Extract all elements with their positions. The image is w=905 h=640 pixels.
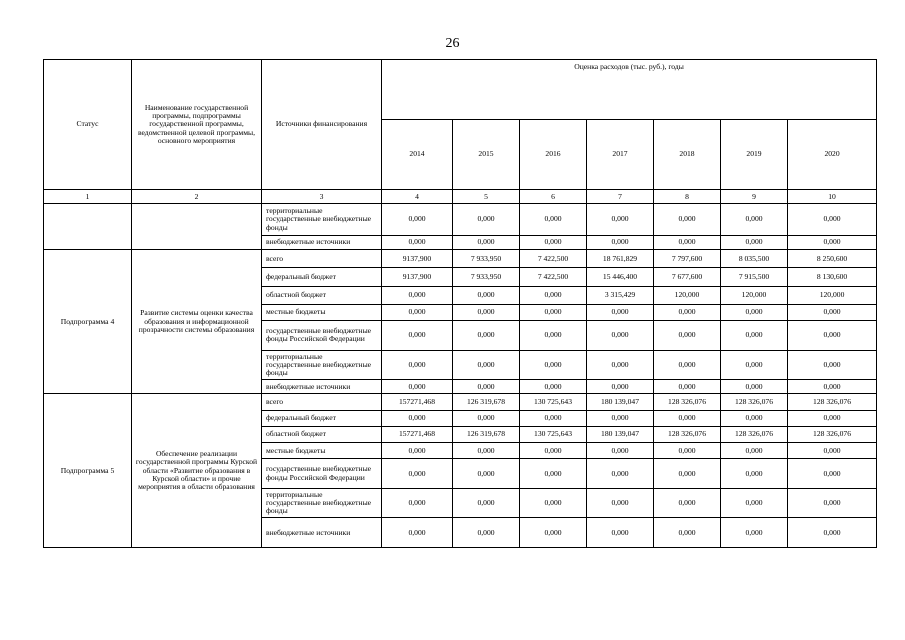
value-cell: 0,000 <box>382 488 453 517</box>
value-cell: 0,000 <box>788 459 877 488</box>
column-number: 10 <box>788 190 877 204</box>
value-cell: 0,000 <box>721 204 788 236</box>
value-cell: 0,000 <box>382 459 453 488</box>
source-cell: государственные внебюджетные фонды Российской Федерации <box>262 321 382 350</box>
value-cell: 0,000 <box>587 380 654 394</box>
value-cell: 0,000 <box>453 304 520 320</box>
header-year: 2020 <box>788 119 877 189</box>
value-cell: 128 326,076 <box>654 394 721 410</box>
value-cell: 0,000 <box>721 350 788 379</box>
value-cell: 0,000 <box>382 380 453 394</box>
value-cell: 0,000 <box>520 410 587 426</box>
value-cell: 0,000 <box>587 518 654 548</box>
source-cell: внебюджетные источники <box>262 518 382 548</box>
header-expenses: Оценка расходов (тыс. руб.), годы <box>382 60 877 120</box>
value-cell: 0,000 <box>382 235 453 249</box>
status-cell: Подпрограмма 5 <box>44 394 132 548</box>
value-cell: 120,000 <box>788 286 877 304</box>
column-number: 7 <box>587 190 654 204</box>
header-name: Наименование государственной программы, подпрограммы государственной программы, ведомственной целевой программы, основного мероприятия <box>132 60 262 190</box>
value-cell: 0,000 <box>453 235 520 249</box>
value-cell: 0,000 <box>721 321 788 350</box>
value-cell: 0,000 <box>520 304 587 320</box>
value-cell: 128 326,076 <box>788 426 877 442</box>
value-cell: 128 326,076 <box>788 394 877 410</box>
status-cell <box>44 204 132 250</box>
column-number: 4 <box>382 190 453 204</box>
value-cell: 0,000 <box>453 410 520 426</box>
table-row <box>44 204 877 236</box>
value-cell: 7 915,500 <box>721 268 788 286</box>
value-cell: 0,000 <box>654 488 721 517</box>
column-number: 2 <box>132 190 262 204</box>
value-cell: 3 315,429 <box>587 286 654 304</box>
value-cell: 157271,468 <box>382 426 453 442</box>
value-cell: 9137,900 <box>382 268 453 286</box>
value-cell: 0,000 <box>654 518 721 548</box>
value-cell: 0,000 <box>788 410 877 426</box>
value-cell: 0,000 <box>654 380 721 394</box>
value-cell: 9137,900 <box>382 250 453 268</box>
budget-table <box>43 59 877 548</box>
source-cell: федеральный бюджет <box>262 268 382 286</box>
source-cell: всего <box>262 394 382 410</box>
value-cell: 0,000 <box>721 410 788 426</box>
value-cell: 0,000 <box>721 304 788 320</box>
value-cell: 0,000 <box>788 518 877 548</box>
column-number: 9 <box>721 190 788 204</box>
source-cell: местные бюджеты <box>262 443 382 459</box>
column-number: 6 <box>520 190 587 204</box>
value-cell: 0,000 <box>788 304 877 320</box>
value-cell: 0,000 <box>520 443 587 459</box>
value-cell: 7 933,950 <box>453 250 520 268</box>
value-cell: 180 139,047 <box>587 394 654 410</box>
value-cell: 0,000 <box>453 350 520 379</box>
source-cell: государственные внебюджетные фонды Российской Федерации <box>262 459 382 488</box>
value-cell: 0,000 <box>520 321 587 350</box>
value-cell: 0,000 <box>453 518 520 548</box>
value-cell: 0,000 <box>654 235 721 249</box>
value-cell: 8 130,600 <box>788 268 877 286</box>
value-cell: 0,000 <box>520 488 587 517</box>
value-cell: 0,000 <box>453 380 520 394</box>
value-cell: 0,000 <box>721 488 788 517</box>
table-row <box>44 250 877 268</box>
value-cell: 130 725,643 <box>520 426 587 442</box>
value-cell: 0,000 <box>788 488 877 517</box>
value-cell: 0,000 <box>654 204 721 236</box>
subprogram-name-cell: Развитие системы оценки качества образования и информационной прозрачности системы образования <box>132 250 262 394</box>
value-cell: 0,000 <box>587 350 654 379</box>
value-cell: 0,000 <box>587 321 654 350</box>
value-cell: 0,000 <box>721 380 788 394</box>
value-cell: 0,000 <box>587 204 654 236</box>
header-sources: Источники финансирования <box>262 60 382 190</box>
value-cell: 0,000 <box>788 204 877 236</box>
value-cell: 0,000 <box>520 235 587 249</box>
value-cell: 0,000 <box>587 304 654 320</box>
column-number: 5 <box>453 190 520 204</box>
value-cell: 0,000 <box>654 321 721 350</box>
source-cell: территориальные государственные внебюджетные фонды <box>262 488 382 517</box>
value-cell: 120,000 <box>654 286 721 304</box>
value-cell: 0,000 <box>520 286 587 304</box>
value-cell: 15 446,400 <box>587 268 654 286</box>
source-cell: территориальные государственные внебюджетные фонды <box>262 204 382 236</box>
column-number: 8 <box>654 190 721 204</box>
header-year: 2015 <box>453 119 520 189</box>
name-cell <box>132 204 262 250</box>
header-year: 2017 <box>587 119 654 189</box>
source-cell: внебюджетные источники <box>262 235 382 249</box>
value-cell: 0,000 <box>654 350 721 379</box>
value-cell: 0,000 <box>788 321 877 350</box>
value-cell: 0,000 <box>453 443 520 459</box>
value-cell: 0,000 <box>382 304 453 320</box>
value-cell: 0,000 <box>654 443 721 459</box>
header-year: 2014 <box>382 119 453 189</box>
subprogram-name-cell: Обеспечение реализации государственной программы Курской области «Развитие образования в Курской области» и прочие мероприятия в области образования <box>132 394 262 548</box>
value-cell: 0,000 <box>520 204 587 236</box>
value-cell: 128 326,076 <box>654 426 721 442</box>
value-cell: 0,000 <box>788 380 877 394</box>
page-number: 26 <box>445 36 460 51</box>
table-row <box>44 394 877 410</box>
value-cell: 130 725,643 <box>520 394 587 410</box>
value-cell: 0,000 <box>587 235 654 249</box>
value-cell: 0,000 <box>382 321 453 350</box>
value-cell: 0,000 <box>382 518 453 548</box>
column-number: 3 <box>262 190 382 204</box>
value-cell: 0,000 <box>382 443 453 459</box>
value-cell: 8 035,500 <box>721 250 788 268</box>
value-cell: 0,000 <box>587 410 654 426</box>
value-cell: 0,000 <box>654 304 721 320</box>
value-cell: 8 250,600 <box>788 250 877 268</box>
value-cell: 0,000 <box>453 321 520 350</box>
value-cell: 0,000 <box>453 488 520 517</box>
header-year: 2019 <box>721 119 788 189</box>
value-cell: 0,000 <box>788 443 877 459</box>
column-number: 1 <box>44 190 132 204</box>
status-cell: Подпрограмма 4 <box>44 250 132 394</box>
value-cell: 0,000 <box>721 459 788 488</box>
value-cell: 0,000 <box>453 459 520 488</box>
value-cell: 0,000 <box>382 286 453 304</box>
value-cell: 180 139,047 <box>587 426 654 442</box>
header-year: 2018 <box>654 119 721 189</box>
value-cell: 0,000 <box>520 380 587 394</box>
value-cell: 120,000 <box>721 286 788 304</box>
value-cell: 0,000 <box>654 459 721 488</box>
source-cell: областной бюджет <box>262 286 382 304</box>
value-cell: 0,000 <box>721 518 788 548</box>
value-cell: 157271,468 <box>382 394 453 410</box>
value-cell: 7 933,950 <box>453 268 520 286</box>
value-cell: 0,000 <box>721 443 788 459</box>
value-cell: 0,000 <box>587 488 654 517</box>
value-cell: 7 422,500 <box>520 268 587 286</box>
value-cell: 126 319,678 <box>453 394 520 410</box>
source-cell: местные бюджеты <box>262 304 382 320</box>
value-cell: 0,000 <box>587 459 654 488</box>
value-cell: 7 422,500 <box>520 250 587 268</box>
value-cell: 7 797,600 <box>654 250 721 268</box>
value-cell: 0,000 <box>520 350 587 379</box>
value-cell: 0,000 <box>721 235 788 249</box>
source-cell: территориальные государственные внебюджетные фонды <box>262 350 382 379</box>
value-cell: 0,000 <box>382 204 453 236</box>
value-cell: 0,000 <box>788 350 877 379</box>
value-cell: 0,000 <box>654 410 721 426</box>
value-cell: 0,000 <box>453 204 520 236</box>
header-status: Статус <box>44 60 132 190</box>
header-year: 2016 <box>520 119 587 189</box>
value-cell: 0,000 <box>788 235 877 249</box>
value-cell: 0,000 <box>382 350 453 379</box>
value-cell: 0,000 <box>520 459 587 488</box>
source-cell: областной бюджет <box>262 426 382 442</box>
value-cell: 0,000 <box>453 286 520 304</box>
value-cell: 128 326,076 <box>721 394 788 410</box>
value-cell: 0,000 <box>520 518 587 548</box>
value-cell: 7 677,600 <box>654 268 721 286</box>
source-cell: внебюджетные источники <box>262 380 382 394</box>
source-cell: федеральный бюджет <box>262 410 382 426</box>
value-cell: 18 761,829 <box>587 250 654 268</box>
value-cell: 126 319,678 <box>453 426 520 442</box>
value-cell: 128 326,076 <box>721 426 788 442</box>
value-cell: 0,000 <box>382 410 453 426</box>
value-cell: 0,000 <box>587 443 654 459</box>
source-cell: всего <box>262 250 382 268</box>
